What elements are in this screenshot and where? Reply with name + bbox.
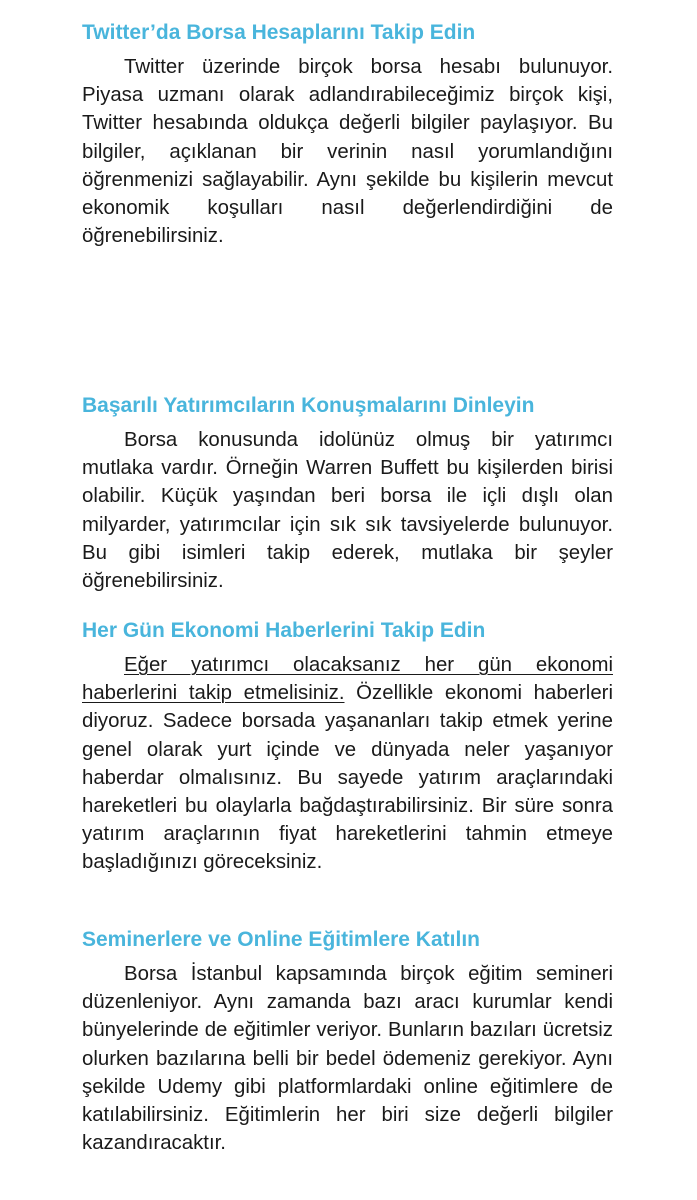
section-paragraph — [82, 651, 613, 877]
underlined-sentence: Eğer yatırımcı olacaksanız her gün ekonomi haberlerini takip etmelisiniz. — [82, 654, 613, 705]
section-heading: Her Gün Ekonomi Haberlerini Takip Edin — [82, 619, 486, 642]
paragraph-text: Twitter üzerinde birçok borsa hesabı bulunuyor. Piyasa uzmanı olarak adlandırabileceğimiz birçok kişi, Twitter hesabında oldukça değerli bilgiler paylaşıyor. Bu bilgiler, açıklanan bir verinin nasıl yorumlandığını öğrenmenizi sağlayabilir. Aynı şekilde bu kişilerin mevcut ekonomik koşulları nasıl değerlendirdiğini de öğrenebilirsiniz. — [82, 56, 613, 248]
section-paragraph — [82, 53, 613, 250]
section-seminars-online-training — [82, 926, 613, 1157]
section-heading: Twitter’da Borsa Hesaplarını Takip Edin — [82, 21, 476, 44]
section-heading: Seminerlere ve Online Eğitimlere Katılın — [82, 928, 480, 951]
section-heading: Başarılı Yatırımcıların Konuşmalarını Dinleyin — [82, 394, 535, 417]
section-economy-news — [82, 617, 613, 877]
section-paragraph — [82, 960, 613, 1157]
paragraph-text: Borsa İstanbul kapsamında birçok eğitim semineri düzenleniyor. Aynı zamanda bazı aracı kurumlar kendi bünyelerinde de eğitimler veriyor. Bunların bazıları ücretsiz olurken bazılarına belli bir bedel ödemeniz gerekiyor. Aynı şekilde Udemy gibi platformlardaki online eğitimlere de katılabilirsiniz. Eğitimlerin her biri size değerli bilgiler kazandıracaktır. — [82, 963, 613, 1155]
section-paragraph — [82, 426, 613, 595]
paragraph-text: Borsa konusunda idolünüz olmuş bir yatırımcı mutlaka vardır. Örneğin Warren Buffett bu kişilerden birisi olabilir. Küçük yaşından beri borsa ile içli dışlı olan milyarder, yatırımcılar için sık sık tavsiyelerde bulunuyor. Bu gibi isimleri takip ederek, mutlaka bir şeyler öğrenebilirsiniz. — [82, 429, 613, 593]
paragraph-text: Özellikle ekonomi haberleri diyoruz. Sadece borsada yaşananları takip etmek yerine genel olarak yurt içinde ve dünyada neler yaşanıyor haberdar olmalısınız. Bu sayede yatırım araçlarındaki hareketleri bu olaylarla bağdaştırabilirsiniz. Bir süre sonra yatırım araçlarının fiyat hareketlerini tahmin etmeye başladığınızı göreceksiniz. — [82, 682, 613, 874]
section-successful-investors — [82, 392, 613, 595]
section-twitter-accounts — [82, 19, 613, 250]
